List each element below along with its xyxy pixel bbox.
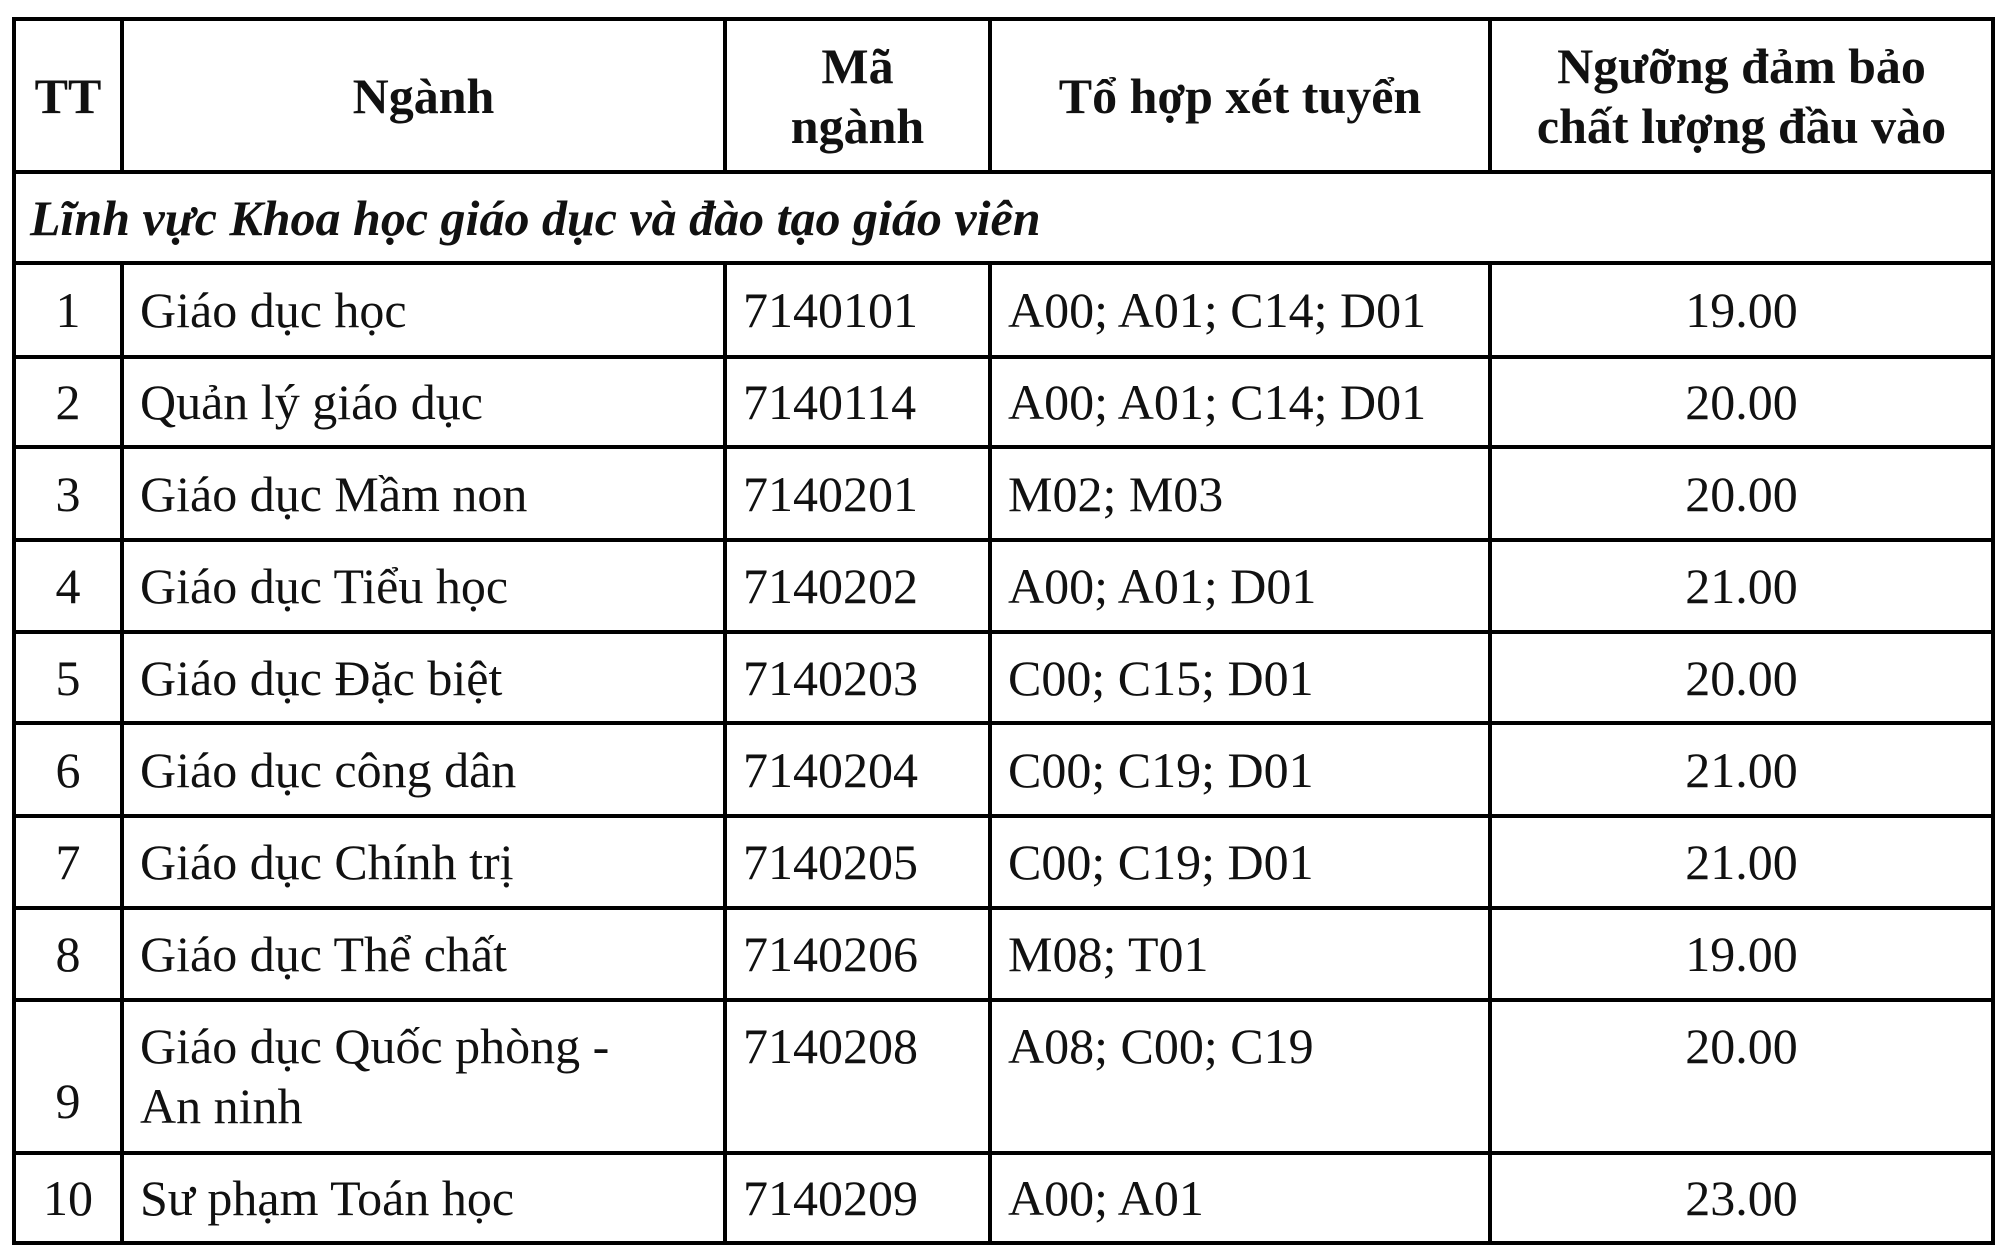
table-row-2-ma — [727, 359, 988, 445]
threshold-score: 21.00 — [1685, 834, 1798, 890]
threshold-score: 19.00 — [1685, 926, 1798, 982]
major-code: 7140114 — [743, 374, 917, 430]
subject-combinations: A00; A01; D01 — [1008, 558, 1317, 614]
table-row-10-tohop — [992, 1155, 1488, 1241]
table-row-9-tt — [16, 1002, 120, 1151]
table-row-9-nguong — [1492, 1002, 1991, 1151]
table-row-4-nganh — [124, 542, 723, 630]
threshold-score: 20.00 — [1685, 374, 1798, 430]
threshold-score: 20.00 — [1685, 649, 1798, 706]
table-row-2-nganh — [124, 359, 723, 445]
header-ma-nganh-line1: Mã — [821, 37, 894, 94]
row-number: 6 — [55, 741, 81, 798]
row-number: 2 — [55, 374, 81, 430]
subject-combinations: C00; C19; D01 — [1008, 834, 1314, 890]
table-row-9-ma — [727, 1002, 988, 1151]
major-name: Giáo dục Đặc biệt — [140, 649, 503, 706]
table-row-3-tohop — [992, 449, 1488, 538]
header-nganh — [124, 21, 723, 170]
row-number: 9 — [55, 1073, 81, 1129]
table-row-5-nganh — [124, 634, 723, 721]
table-row-1-ma — [727, 265, 988, 355]
subject-combinations: A00; A01; C14; D01 — [1008, 282, 1427, 338]
table-row-7-tt — [16, 818, 120, 906]
header-tt-label: TT — [34, 67, 102, 124]
threshold-score: 21.00 — [1685, 741, 1798, 798]
table-row-7-nganh — [124, 818, 723, 906]
row-number: 3 — [55, 465, 81, 522]
table-row-10-tt — [16, 1155, 120, 1241]
threshold-score: 20.00 — [1685, 465, 1798, 522]
table-row-10-nguong — [1492, 1155, 1991, 1241]
subject-combinations: C00; C15; D01 — [1008, 649, 1314, 706]
header-nguong-line1: Ngưỡng đảm bảo — [1557, 37, 1926, 94]
table-row-6-nganh — [124, 725, 723, 814]
table-row-6-tt — [16, 725, 120, 814]
table-row-1-tohop — [992, 265, 1488, 355]
table-row-6-ma — [727, 725, 988, 814]
table-row-1-tt — [16, 265, 120, 355]
table-row-9-nganh — [124, 1002, 723, 1151]
major-code: 7140201 — [743, 465, 918, 522]
major-code: 7140202 — [743, 558, 918, 614]
subject-combinations: C00; C19; D01 — [1008, 741, 1314, 798]
subject-combinations: M08; T01 — [1008, 926, 1209, 982]
table-row-8-nguong — [1492, 910, 1991, 998]
row-number: 4 — [55, 558, 81, 614]
section-title-text: Lĩnh vực Khoa học giáo dục và đào tạo giáo viên — [30, 189, 1041, 246]
table-row-1-nganh — [124, 265, 723, 355]
table-row-8-ma — [727, 910, 988, 998]
major-name-line2: An ninh — [140, 1078, 303, 1134]
table-row-4-nguong — [1492, 542, 1991, 630]
major-name: Quản lý giáo dục — [140, 374, 483, 430]
threshold-score: 20.00 — [1685, 1018, 1798, 1074]
major-code: 7140209 — [743, 1170, 918, 1226]
table-row-3-nganh — [124, 449, 723, 538]
major-name: Giáo dục học — [140, 282, 407, 338]
table-row-3-nguong — [1492, 449, 1991, 538]
table-row-7-ma — [727, 818, 988, 906]
threshold-score: 23.00 — [1685, 1170, 1798, 1226]
major-name-line1: Giáo dục Quốc phòng - — [140, 1018, 610, 1074]
admission-threshold-table — [12, 17, 1995, 1245]
major-code: 7140205 — [743, 834, 918, 890]
major-code: 7140204 — [743, 741, 918, 798]
row-number: 5 — [55, 649, 81, 706]
header-ma-nganh — [727, 21, 988, 170]
section-title — [16, 174, 1991, 261]
table-row-1-nguong — [1492, 265, 1991, 355]
table-row-6-tohop — [992, 725, 1488, 814]
major-code: 7140203 — [743, 649, 918, 706]
row-number: 7 — [55, 834, 81, 890]
subject-combinations: A08; C00; C19 — [1008, 1018, 1314, 1074]
table-row-4-tohop — [992, 542, 1488, 630]
row-number: 1 — [55, 282, 81, 338]
major-name: Giáo dục Thể chất — [140, 926, 507, 982]
header-nguong-line2: chất lượng đầu vào — [1536, 97, 1947, 154]
major-name: Giáo dục công dân — [140, 741, 517, 798]
table-row-5-tt — [16, 634, 120, 721]
row-number: 10 — [43, 1170, 93, 1226]
major-code: 7140206 — [743, 926, 918, 982]
header-nguong — [1492, 21, 1991, 170]
table-row-3-tt — [16, 449, 120, 538]
major-name: Giáo dục Mầm non — [140, 465, 528, 522]
table-row-4-tt — [16, 542, 120, 630]
major-code: 7140208 — [743, 1018, 918, 1074]
table-row-5-nguong — [1492, 634, 1991, 721]
table-row-4-ma — [727, 542, 988, 630]
table-row-10-ma — [727, 1155, 988, 1241]
header-tt — [16, 21, 120, 170]
table-row-9-tohop — [992, 1002, 1488, 1151]
table-row-8-nganh — [124, 910, 723, 998]
major-code: 7140101 — [743, 282, 918, 338]
table-row-5-tohop — [992, 634, 1488, 721]
table-row-10-nganh — [124, 1155, 723, 1241]
major-name: Sư phạm Toán học — [140, 1170, 515, 1226]
table-row-2-tt — [16, 359, 120, 445]
header-ma-nganh-line2: ngành — [790, 97, 925, 154]
header-to-hop-label: Tổ hợp xét tuyển — [1058, 67, 1422, 124]
table-row-6-nguong — [1492, 725, 1991, 814]
header-to-hop — [992, 21, 1488, 170]
threshold-score: 19.00 — [1685, 282, 1798, 338]
subject-combinations: M02; M03 — [1008, 465, 1224, 522]
row-number: 8 — [55, 926, 81, 982]
table-row-8-tohop — [992, 910, 1488, 998]
table-row-2-nguong — [1492, 359, 1991, 445]
table-row-8-tt — [16, 910, 120, 998]
major-name: Giáo dục Tiểu học — [140, 558, 509, 614]
table-border-bottom — [12, 1241, 1995, 1245]
subject-combinations: A00; A01; C14; D01 — [1008, 374, 1427, 430]
threshold-score: 21.00 — [1685, 558, 1798, 614]
header-nganh-label: Ngành — [352, 67, 495, 124]
subject-combinations: A00; A01 — [1008, 1170, 1204, 1226]
table-row-3-ma — [727, 449, 988, 538]
major-name: Giáo dục Chính trị — [140, 834, 514, 890]
table-row-7-nguong — [1492, 818, 1991, 906]
table-row-5-ma — [727, 634, 988, 721]
table-row-2-tohop — [992, 359, 1488, 445]
table-row-7-tohop — [992, 818, 1488, 906]
